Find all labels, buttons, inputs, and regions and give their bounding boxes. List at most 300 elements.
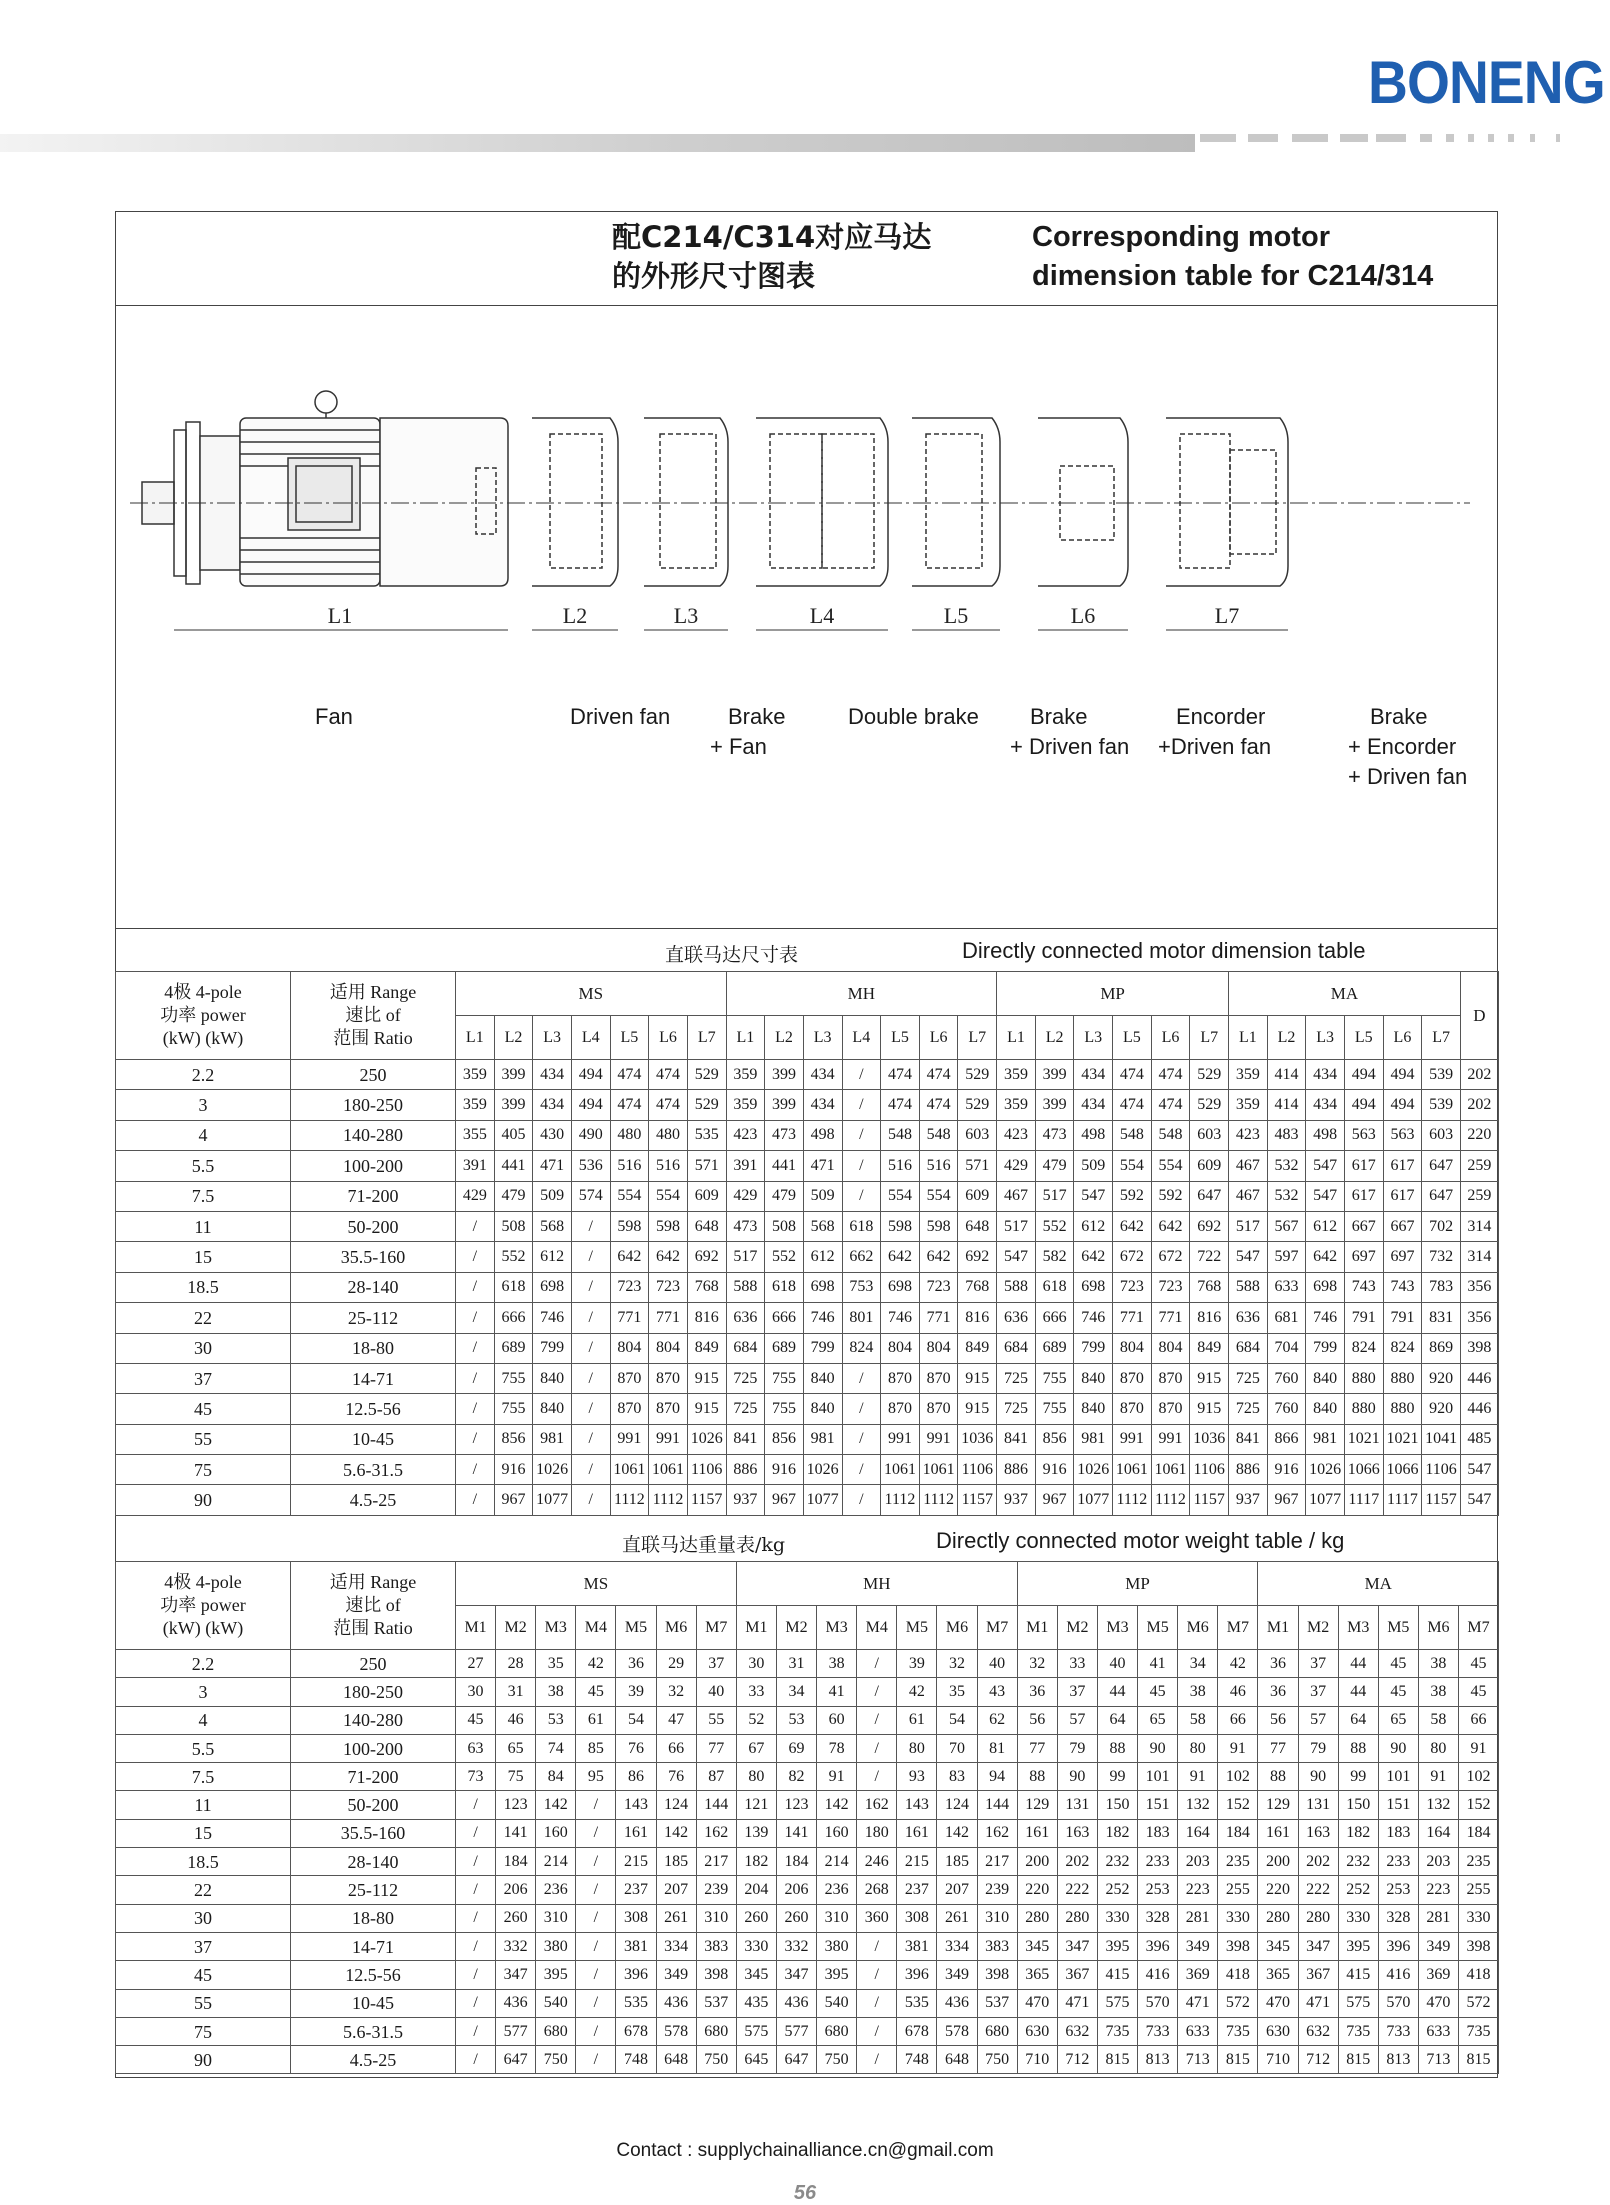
value-cell: 95 <box>576 1763 616 1791</box>
value-cell: 498 <box>803 1120 842 1150</box>
value-cell: 494 <box>1383 1060 1422 1090</box>
value-cell: 554 <box>1151 1151 1190 1181</box>
value-cell: 1112 <box>1151 1485 1190 1515</box>
value-cell: 232 <box>1097 1848 1137 1876</box>
value-cell: 268 <box>857 1876 897 1904</box>
value-cell: 395 <box>817 1961 857 1989</box>
value-cell: 563 <box>1344 1120 1383 1150</box>
value-cell: 618 <box>494 1272 533 1302</box>
ratio-cell: 250 <box>291 1650 456 1678</box>
header-dash <box>1420 134 1432 142</box>
value-cell: 161 <box>1017 1819 1057 1847</box>
value-cell: 535 <box>616 1989 656 2017</box>
value-cell: 748 <box>897 2046 937 2074</box>
value-cell: 99 <box>1097 1763 1137 1791</box>
value-cell: 588 <box>997 1272 1036 1302</box>
value-cell: 79 <box>1298 1734 1338 1762</box>
value-cell: 131 <box>1298 1791 1338 1819</box>
table-row <box>116 2046 1499 2074</box>
value-cell: 39 <box>616 1678 656 1706</box>
value-cell: 1026 <box>803 1455 842 1485</box>
value-cell: 434 <box>1306 1060 1345 1090</box>
value-cell: 485 <box>1460 1424 1498 1454</box>
value-cell: 824 <box>1383 1333 1422 1363</box>
value-cell: 359 <box>997 1090 1036 1120</box>
value-cell: 142 <box>817 1791 857 1819</box>
d-header: D <box>1460 972 1498 1060</box>
value-cell: 647 <box>496 2046 536 2074</box>
value-cell: 760 <box>1267 1394 1306 1424</box>
value-cell: 479 <box>494 1181 533 1211</box>
header-dash <box>1508 134 1514 142</box>
value-cell: 160 <box>817 1819 857 1847</box>
value-cell: / <box>842 1424 881 1454</box>
value-cell: 517 <box>997 1211 1036 1241</box>
value-cell: / <box>456 1904 496 1932</box>
value-cell: 539 <box>1422 1090 1461 1120</box>
value-cell: 345 <box>1258 1932 1298 1960</box>
value-cell: 54 <box>937 1706 977 1734</box>
value-cell: 1106 <box>1190 1455 1229 1485</box>
caption-brake-encoder-driven-fan: Brake + Encorder + Driven fan <box>1348 704 1468 789</box>
value-cell: 253 <box>1138 1876 1178 1904</box>
value-cell: 915 <box>687 1363 726 1393</box>
value-cell: 870 <box>1151 1363 1190 1393</box>
value-cell: 399 <box>765 1090 804 1120</box>
value-cell: / <box>576 1932 616 1960</box>
ratio-cell: 25-112 <box>291 1876 456 1904</box>
column-header: L6 <box>1383 1016 1422 1060</box>
ratio-header: 适用 Range 速比 of 范围 Ratio <box>291 1562 456 1650</box>
value-cell: 237 <box>616 1876 656 1904</box>
value-cell: 535 <box>687 1120 726 1150</box>
value-cell: 916 <box>765 1455 804 1485</box>
value-cell: 470 <box>1418 1989 1458 2017</box>
value-cell: 840 <box>1074 1394 1113 1424</box>
column-header: M5 <box>1378 1606 1418 1650</box>
value-cell: 87 <box>696 1763 736 1791</box>
column-header: L3 <box>533 1016 572 1060</box>
value-cell: 725 <box>726 1363 765 1393</box>
column-header: M3 <box>1338 1606 1378 1650</box>
value-cell: 405 <box>494 1120 533 1150</box>
table-row <box>116 1272 1499 1302</box>
value-cell: 356 <box>1460 1303 1498 1333</box>
value-cell: 592 <box>1151 1181 1190 1211</box>
power-cell: 37 <box>116 1363 291 1393</box>
value-cell: 532 <box>1267 1181 1306 1211</box>
value-cell: 467 <box>997 1181 1036 1211</box>
value-cell: 280 <box>1057 1904 1097 1932</box>
value-cell: 314 <box>1460 1242 1498 1272</box>
value-cell: 804 <box>919 1333 958 1363</box>
value-cell: 804 <box>610 1333 649 1363</box>
column-header: L5 <box>881 1016 920 1060</box>
value-cell: 150 <box>1097 1791 1137 1819</box>
value-cell: 46 <box>496 1706 536 1734</box>
value-cell: / <box>842 1181 881 1211</box>
value-cell: 1077 <box>803 1485 842 1515</box>
value-cell: 36 <box>1258 1650 1298 1678</box>
header-dash <box>1530 134 1535 142</box>
value-cell: 684 <box>997 1333 1036 1363</box>
value-cell: 498 <box>1306 1120 1345 1150</box>
value-cell: 45 <box>1378 1678 1418 1706</box>
value-cell: 359 <box>726 1060 765 1090</box>
value-cell: 415 <box>1338 1961 1378 1989</box>
value-cell: 467 <box>1229 1181 1268 1211</box>
value-cell: 356 <box>1460 1272 1498 1302</box>
value-cell: 723 <box>1113 1272 1152 1302</box>
value-cell: 308 <box>897 1904 937 1932</box>
value-cell: 30 <box>456 1678 496 1706</box>
value-cell: 831 <box>1422 1303 1461 1333</box>
value-cell: 131 <box>1057 1791 1097 1819</box>
value-cell: / <box>857 1706 897 1734</box>
value-cell: 791 <box>1383 1303 1422 1333</box>
value-cell: 662 <box>842 1242 881 1272</box>
value-cell: 915 <box>687 1394 726 1424</box>
value-cell: 35 <box>937 1678 977 1706</box>
value-cell: 61 <box>576 1706 616 1734</box>
value-cell: 750 <box>817 2046 857 2074</box>
value-cell: 870 <box>649 1394 688 1424</box>
value-cell: 916 <box>1267 1455 1306 1485</box>
value-cell: 480 <box>649 1120 688 1150</box>
value-cell: 124 <box>656 1791 696 1819</box>
value-cell: 220 <box>1460 1120 1498 1150</box>
value-cell: 102 <box>1458 1763 1498 1791</box>
caption-brake-fan: Brake + Fan <box>710 704 786 759</box>
value-cell: 547 <box>1306 1181 1345 1211</box>
value-cell: / <box>576 1904 616 1932</box>
value-cell: 509 <box>533 1181 572 1211</box>
ratio-header: 适用 Range 速比 of 范围 Ratio <box>291 972 456 1060</box>
value-cell: 684 <box>1229 1333 1268 1363</box>
column-header: M4 <box>576 1606 616 1650</box>
value-cell: 67 <box>736 1734 776 1762</box>
value-cell: 163 <box>1057 1819 1097 1847</box>
value-cell: 697 <box>1344 1242 1383 1272</box>
value-cell: 1066 <box>1344 1455 1383 1485</box>
value-cell: 733 <box>1138 2017 1178 2045</box>
value-cell: 535 <box>897 1989 937 2017</box>
value-cell: / <box>857 1989 897 2017</box>
table-row <box>116 1242 1499 1272</box>
value-cell: 330 <box>1458 1904 1498 1932</box>
value-cell: 618 <box>842 1211 881 1241</box>
value-cell: 34 <box>1178 1650 1218 1678</box>
value-cell: 184 <box>1218 1819 1258 1847</box>
value-cell: 65 <box>496 1734 536 1762</box>
column-header: L2 <box>765 1016 804 1060</box>
table-row <box>116 1876 1499 1904</box>
value-cell: 182 <box>1097 1819 1137 1847</box>
value-cell: 38 <box>1418 1650 1458 1678</box>
value-cell: 349 <box>1418 1932 1458 1960</box>
value-cell: 347 <box>496 1961 536 1989</box>
value-cell: 1077 <box>1306 1485 1345 1515</box>
value-cell: 359 <box>1229 1060 1268 1090</box>
value-cell: 261 <box>937 1904 977 1932</box>
value-cell: 399 <box>1035 1060 1074 1090</box>
value-cell: 1026 <box>1074 1455 1113 1485</box>
value-cell: 91 <box>1418 1763 1458 1791</box>
value-cell: / <box>571 1272 610 1302</box>
table-row <box>116 1650 1499 1678</box>
value-cell: 82 <box>776 1763 816 1791</box>
header-dash <box>1340 134 1368 142</box>
value-cell: 612 <box>533 1242 572 1272</box>
value-cell: 64 <box>1097 1706 1137 1734</box>
value-cell: 33 <box>736 1678 776 1706</box>
value-cell: 571 <box>958 1151 997 1181</box>
value-cell: 698 <box>803 1272 842 1302</box>
value-cell: / <box>456 1455 495 1485</box>
value-cell: 632 <box>1057 2017 1097 2045</box>
value-cell: 1061 <box>1151 1455 1190 1485</box>
column-header: M7 <box>977 1606 1017 1650</box>
title-english: Corresponding motor dimension table for C214/314 <box>1032 221 1434 292</box>
value-cell: 967 <box>765 1485 804 1515</box>
value-cell: 735 <box>1218 2017 1258 2045</box>
value-cell: 65 <box>1138 1706 1178 1734</box>
value-cell: 618 <box>765 1272 804 1302</box>
value-cell: 480 <box>610 1120 649 1150</box>
dimension-table-caption-cn: 直联马达尺寸表 <box>665 944 799 966</box>
ratio-cell: 100-200 <box>291 1151 456 1181</box>
column-header: L1 <box>1229 1016 1268 1060</box>
value-cell: 434 <box>533 1090 572 1120</box>
ratio-cell: 28-140 <box>291 1848 456 1876</box>
value-cell: 799 <box>803 1333 842 1363</box>
column-header: L5 <box>1113 1016 1152 1060</box>
value-cell: 40 <box>977 1650 1017 1678</box>
value-cell: 365 <box>1258 1961 1298 1989</box>
column-header: L7 <box>1190 1016 1229 1060</box>
value-cell: 429 <box>997 1151 1036 1181</box>
value-cell: 642 <box>919 1242 958 1272</box>
value-cell: 423 <box>997 1120 1036 1150</box>
header-dash <box>1556 134 1560 142</box>
power-cell: 37 <box>116 1932 291 1960</box>
value-cell: 164 <box>1418 1819 1458 1847</box>
value-cell: 474 <box>881 1090 920 1120</box>
value-cell: 866 <box>1267 1424 1306 1454</box>
power-cell: 7.5 <box>116 1181 291 1211</box>
value-cell: 260 <box>496 1904 536 1932</box>
value-cell: 991 <box>881 1424 920 1454</box>
value-cell: 937 <box>997 1485 1036 1515</box>
value-cell: 547 <box>1229 1242 1268 1272</box>
value-cell: 1036 <box>1190 1424 1229 1454</box>
value-cell: 816 <box>958 1303 997 1333</box>
value-cell: 815 <box>1458 2046 1498 2074</box>
ratio-cell: 71-200 <box>291 1763 456 1791</box>
value-cell: 1112 <box>919 1485 958 1515</box>
value-cell: / <box>456 1363 495 1393</box>
value-cell: 547 <box>1074 1181 1113 1211</box>
value-cell: / <box>842 1485 881 1515</box>
value-cell: 416 <box>1138 1961 1178 1989</box>
value-cell: 152 <box>1458 1791 1498 1819</box>
value-cell: 552 <box>494 1242 533 1272</box>
power-cell: 90 <box>116 1485 291 1515</box>
value-cell: 1061 <box>610 1455 649 1485</box>
power-cell: 22 <box>116 1876 291 1904</box>
value-cell: 88 <box>1017 1763 1057 1791</box>
value-cell: 725 <box>997 1394 1036 1424</box>
value-cell: 870 <box>1113 1363 1152 1393</box>
value-cell: 399 <box>494 1060 533 1090</box>
ratio-cell: 50-200 <box>291 1791 456 1819</box>
value-cell: 508 <box>765 1211 804 1241</box>
value-cell: 746 <box>881 1303 920 1333</box>
value-cell: 202 <box>1298 1848 1338 1876</box>
header-bar <box>0 134 1195 152</box>
ratio-cell: 4.5-25 <box>291 1485 456 1515</box>
value-cell: 470 <box>1258 1989 1298 2017</box>
value-cell: 771 <box>1113 1303 1152 1333</box>
value-cell: 597 <box>1267 1242 1306 1272</box>
value-cell: 723 <box>610 1272 649 1302</box>
power-cell: 5.5 <box>116 1734 291 1762</box>
value-cell: / <box>842 1363 881 1393</box>
value-cell: 123 <box>776 1791 816 1819</box>
value-cell: 704 <box>1267 1333 1306 1363</box>
value-cell: 816 <box>687 1303 726 1333</box>
value-cell: 446 <box>1460 1394 1498 1424</box>
value-cell: 710 <box>1017 2046 1057 2074</box>
column-header: M3 <box>817 1606 857 1650</box>
value-cell: 204 <box>736 1876 776 1904</box>
value-cell: 598 <box>919 1211 958 1241</box>
table-row <box>116 1791 1499 1819</box>
value-cell: 46 <box>1218 1678 1258 1706</box>
value-cell: 334 <box>656 1932 696 1960</box>
value-cell: 689 <box>494 1333 533 1363</box>
value-cell: 840 <box>533 1363 572 1393</box>
value-cell: / <box>576 1791 616 1819</box>
value-cell: 345 <box>1017 1932 1057 1960</box>
value-cell: 824 <box>842 1333 881 1363</box>
ratio-cell: 4.5-25 <box>291 2046 456 2074</box>
value-cell: 474 <box>649 1060 688 1090</box>
value-cell: 239 <box>977 1876 1017 1904</box>
value-cell: / <box>576 1961 616 1989</box>
table-row <box>116 1151 1499 1181</box>
value-cell: 697 <box>1383 1242 1422 1272</box>
value-cell: 967 <box>1035 1485 1074 1515</box>
value-cell: 539 <box>1422 1060 1461 1090</box>
column-header: M6 <box>1178 1606 1218 1650</box>
value-cell: 220 <box>1017 1876 1057 1904</box>
value-cell: 78 <box>817 1734 857 1762</box>
ratio-cell: 50-200 <box>291 1211 456 1241</box>
value-cell: 870 <box>919 1363 958 1393</box>
value-cell: 223 <box>1178 1876 1218 1904</box>
value-cell: 981 <box>803 1424 842 1454</box>
value-cell: 182 <box>1338 1819 1378 1847</box>
value-cell: 65 <box>1378 1706 1418 1734</box>
value-cell: / <box>456 1961 496 1989</box>
value-cell: 45 <box>1378 1650 1418 1678</box>
group-header-mp: MP <box>997 972 1229 1016</box>
value-cell: / <box>857 1650 897 1678</box>
value-cell: 215 <box>616 1848 656 1876</box>
value-cell: 37 <box>696 1650 736 1678</box>
column-header: M2 <box>776 1606 816 1650</box>
value-cell: 161 <box>1258 1819 1298 1847</box>
value-cell: 473 <box>765 1120 804 1150</box>
value-cell: 725 <box>726 1394 765 1424</box>
value-cell: 471 <box>1057 1989 1097 2017</box>
value-cell: 840 <box>1306 1363 1345 1393</box>
value-cell: 259 <box>1460 1181 1498 1211</box>
value-cell: / <box>456 1303 495 1333</box>
value-cell: 37 <box>1298 1650 1338 1678</box>
value-cell: 236 <box>817 1876 857 1904</box>
power-cell: 55 <box>116 1424 291 1454</box>
value-cell: 473 <box>726 1211 765 1241</box>
value-cell: 142 <box>937 1819 977 1847</box>
value-cell: 799 <box>1306 1333 1345 1363</box>
value-cell: 630 <box>1258 2017 1298 2045</box>
value-cell: 207 <box>937 1876 977 1904</box>
column-header: M3 <box>1097 1606 1137 1650</box>
value-cell: 29 <box>656 1650 696 1678</box>
value-cell: 217 <box>977 1848 1017 1876</box>
value-cell: 233 <box>1138 1848 1178 1876</box>
column-header: M7 <box>1458 1606 1498 1650</box>
value-cell: 813 <box>1138 2046 1178 2074</box>
value-cell: 532 <box>1267 1151 1306 1181</box>
value-cell: 529 <box>958 1090 997 1120</box>
ratio-cell: 5.6-31.5 <box>291 1455 456 1485</box>
value-cell: 57 <box>1298 1706 1338 1734</box>
value-cell: 529 <box>958 1060 997 1090</box>
column-header: L1 <box>456 1016 495 1060</box>
value-cell: 494 <box>571 1090 610 1120</box>
value-cell: 529 <box>1190 1090 1229 1120</box>
value-cell: 42 <box>897 1678 937 1706</box>
value-cell: 398 <box>977 1961 1017 1989</box>
value-cell: 42 <box>1218 1650 1258 1678</box>
value-cell: 152 <box>1218 1791 1258 1819</box>
value-cell: 74 <box>536 1734 576 1762</box>
header-dash <box>1468 134 1474 142</box>
value-cell: 202 <box>1057 1848 1097 1876</box>
value-cell: 474 <box>1151 1060 1190 1090</box>
value-cell: 28 <box>496 1650 536 1678</box>
value-cell: 516 <box>919 1151 958 1181</box>
value-cell: 359 <box>456 1090 495 1120</box>
column-header: L4 <box>571 1016 610 1060</box>
value-cell: 334 <box>937 1932 977 1960</box>
table-row <box>116 1090 1499 1120</box>
value-cell: 36 <box>1258 1678 1298 1706</box>
value-cell: 202 <box>1460 1060 1498 1090</box>
value-cell: 771 <box>1151 1303 1190 1333</box>
value-cell: 418 <box>1458 1961 1498 1989</box>
caption-encoder-driven-fan: Encorder +Driven fan <box>1158 704 1272 759</box>
value-cell: 414 <box>1267 1090 1306 1120</box>
value-cell: / <box>571 1242 610 1272</box>
ratio-cell: 180-250 <box>291 1090 456 1120</box>
value-cell: 151 <box>1378 1791 1418 1819</box>
value-cell: 991 <box>919 1424 958 1454</box>
column-header: M1 <box>1258 1606 1298 1650</box>
